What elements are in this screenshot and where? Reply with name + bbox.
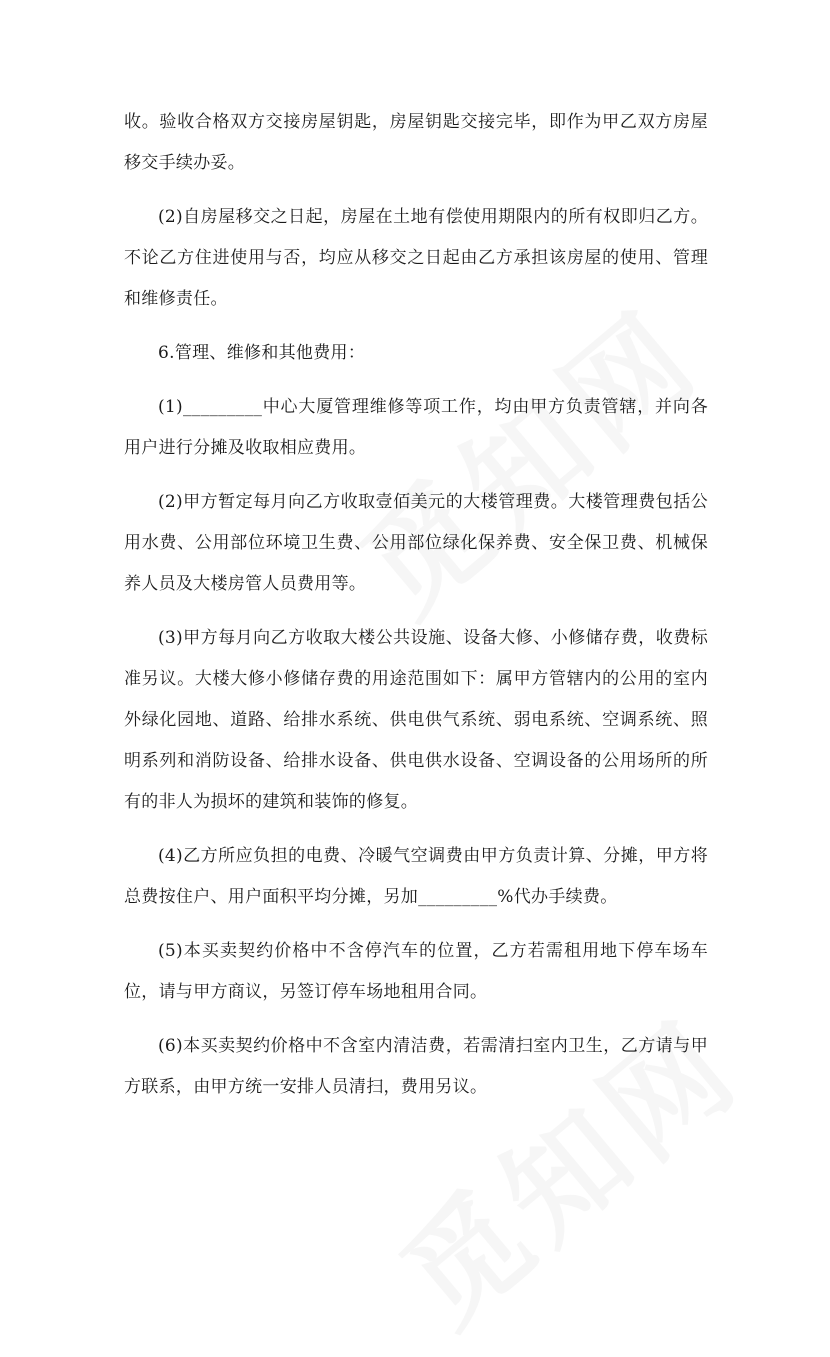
paragraph-item-6-4: (4)乙方所应负担的电费、冷暖气空调费由甲方负责计算、分摊，甲方将总费按住户、用户面积平均分摊，另加_________%代办手续费。 <box>124 846 708 907</box>
paragraph-item-6-6: (6)本买卖契约价格中不含室内清洁费，若需清扫室内卫生，乙方请与甲方联系，由甲方统一安排人员清扫，费用另议。 <box>124 1036 708 1097</box>
paragraph-continuation: 收。验收合格双方交接房屋钥匙，房屋钥匙交接完毕，即作为甲乙双方房屋移交手续办妥。 <box>124 112 708 173</box>
paragraph-item-6-2: (2)甲方暂定每月向乙方收取壹佰美元的大楼管理费。大楼管理费包括公用水费、公用部位环境卫生费、公用部位绿化保养费、安全保卫费、机械保养人员及大楼房管人员费用等。 <box>124 492 708 594</box>
document-body <box>124 102 708 1121</box>
paragraph-item-6-1: (1)_________中心大厦管理维修等项工作，均由甲方负责管辖，并向各用户进行分摊及收取相应费用。 <box>124 397 708 458</box>
section-heading: 6.管理、维修和其他费用： <box>158 343 366 363</box>
paragraph-item-6-5: (5)本买卖契约价格中不含停汽车的位置，乙方若需租用地下停车场车位，请与甲方商议，另签订停车场地租用合同。 <box>124 941 708 1002</box>
paragraph-item-6-3: (3)甲方每月向乙方收取大楼公共设施、设备大修、小修储存费，收费标准另议。大楼大修小修储存费的用途范围如下：属甲方管辖内的公用的室内外绿化园地、道路、给排水系统、供电供气系统、弱电系统、空调系统、照明系列和消防设备、给排水设备、供电供水设备、空调设备的公用场所的所有的非人为损坏的建筑和装饰的修复。 <box>124 628 708 812</box>
paragraph-item-5-2: (2)自房屋移交之日起，房屋在土地有偿使用期限内的所有权即归乙方。不论乙方住进使用与否，均应从移交之日起由乙方承担该房屋的使用、管理和维修责任。 <box>124 207 708 309</box>
